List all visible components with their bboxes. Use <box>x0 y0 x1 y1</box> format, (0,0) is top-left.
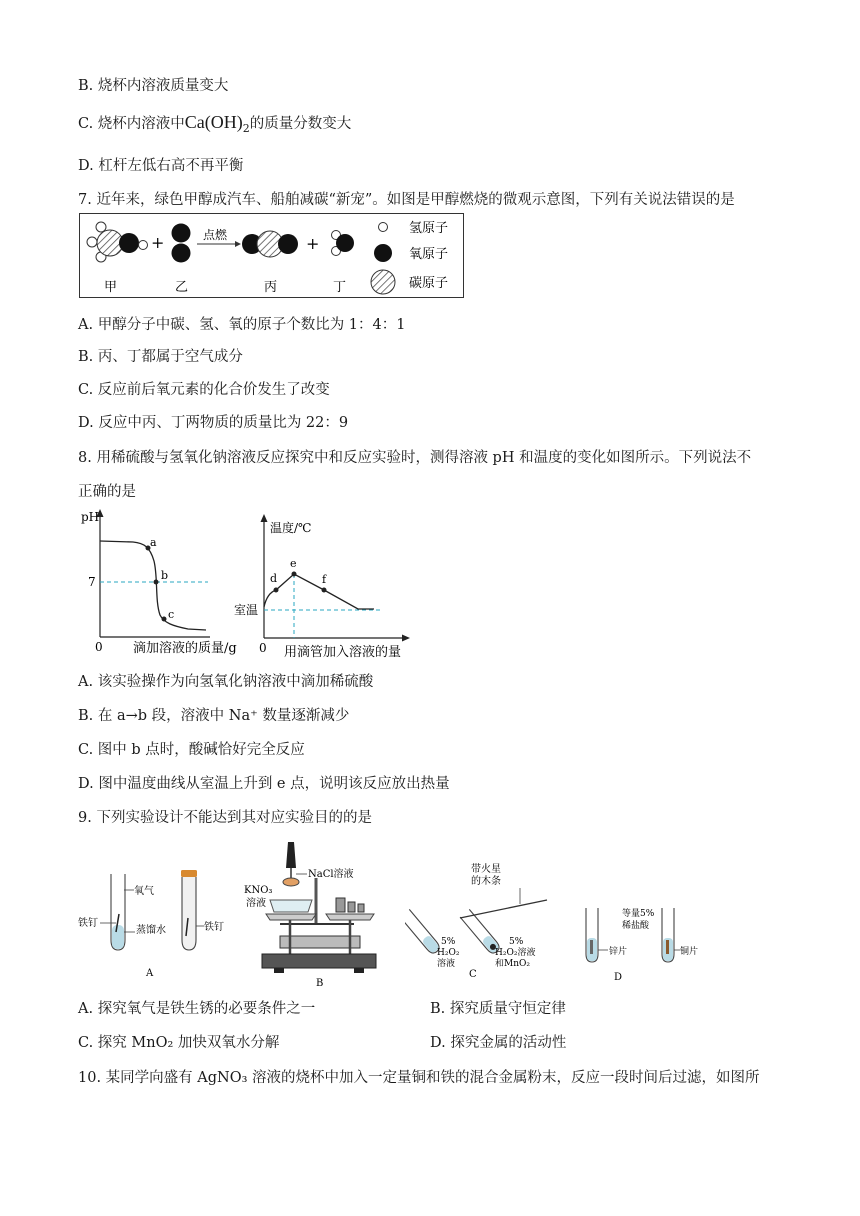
temp-point-e: e <box>290 557 297 570</box>
q8-stem-line1: 8. 用稀硫酸与氢氧化钠溶液反应探究中和反应实验时，测得溶液 pH 和温度的变化如图所示。下列说法不 <box>78 450 752 466</box>
legend-hydrogen: 氢原子 <box>409 221 449 236</box>
ph-graph <box>78 505 253 660</box>
q8-option-d: D. 图中温度曲线从室温上升到 e 点，说明该反应放出热量 <box>78 776 450 792</box>
temp-tick-room: 室温 <box>234 603 259 617</box>
q8-option-c: C. 图中 b 点时，酸碱恰好完全反应 <box>78 742 305 758</box>
legend-carbon-icon <box>371 270 395 294</box>
carbon-dioxide-molecule <box>242 231 298 257</box>
q6-option-c-subscript: 2 <box>242 121 250 135</box>
c-left-pct: 5% <box>441 937 456 947</box>
apparatus-a <box>76 870 226 980</box>
ph-point-a: a <box>150 536 157 549</box>
q8-option-a: A. 该实验操作为向氢氧化钠溶液中滴加稀硫酸 <box>78 674 374 690</box>
plus-sign-2: + <box>306 234 320 253</box>
a-oxygen-label: 氧气 <box>134 886 154 897</box>
q8-stem-line2: 正确的是 <box>78 484 136 500</box>
q9-stem: 9. 下列实验设计不能达到其对应实验目的的是 <box>78 810 372 826</box>
q7-option-b: B. 丙、丁都属于空气成分 <box>78 349 243 365</box>
b-kno3-label-2: 溶液 <box>246 898 266 909</box>
label-jia: 甲 <box>104 280 118 295</box>
plus-sign-1: + <box>151 233 165 252</box>
c-left-h2o2: H₂O₂ <box>437 948 460 958</box>
c-right-mno2: 和MnO₂ <box>495 959 530 969</box>
legend-oxygen: 氧原子 <box>409 247 449 262</box>
d-copper-label: 铜片 <box>680 947 699 957</box>
apparatus-c <box>405 860 570 980</box>
temp-x-label: 用滴管加入溶液的量 <box>284 645 402 660</box>
ph-x-label: 滴加溶液的质量/g <box>133 641 237 656</box>
a-caption: A <box>146 968 154 979</box>
temp-point-d: d <box>270 572 278 585</box>
q6-option-c-formula: Ca(OH) <box>184 112 243 132</box>
a-water-label: 蒸馏水 <box>136 925 166 936</box>
b-kno3-label: KNO₃ <box>244 885 273 896</box>
legend-oxygen-icon <box>374 244 392 262</box>
splint-icon <box>460 900 547 918</box>
b-nacl-label: NaCl溶液 <box>308 869 354 880</box>
q10-stem: 10. 某同学向盛有 AgNO₃ 溶液的烧杯中加入一定量铜和铁的混合金属粉末，反应一段时间后过滤，如图所 <box>78 1070 760 1086</box>
q9-option-b: B. 探究质量守恒定律 <box>430 1001 566 1017</box>
d-zinc-label: 锌片 <box>609 947 628 957</box>
ph-axis-label: pH <box>81 510 100 524</box>
q6-option-c <box>78 112 351 135</box>
d-acid-label-2: 稀盐酸 <box>622 921 650 931</box>
label-ding: 丁 <box>333 280 347 295</box>
ignite-label: 点燃 <box>203 228 228 242</box>
q6-option-b: B. 烧杯内溶液质量变大 <box>78 78 229 94</box>
legend-hydrogen-icon <box>379 223 388 232</box>
a-nail-right-label: 铁钉 <box>204 922 224 933</box>
q6-option-c-suffix: 的质量分数变大 <box>249 116 352 132</box>
q9-option-d: D. 探究金属的活动性 <box>430 1035 567 1051</box>
q7-option-a: A. 甲醇分子中碳、氢、氧的原子个数比为 1：4：1 <box>78 317 406 333</box>
label-yi: 乙 <box>175 280 189 295</box>
d-caption: D <box>614 972 623 983</box>
apparatus-d <box>580 900 700 985</box>
c-right-pct: 5% <box>509 937 524 947</box>
temperature-graph <box>232 510 427 662</box>
c-splint-label-2: 的木条 <box>471 876 501 887</box>
d-acid-label: 等量5% <box>622 909 655 919</box>
temp-point-f: f <box>322 573 327 586</box>
b-caption: B <box>316 978 324 989</box>
q7-option-d: D. 反应中丙、丁两物质的质量比为 22：9 <box>78 415 349 431</box>
apparatus-b-balance <box>240 840 400 990</box>
c-right-h2o2: H₂O₂溶液 <box>495 948 536 958</box>
c-splint-label: 带火星 <box>471 864 501 875</box>
q9-option-a: A. 探究氧气是铁生锈的必要条件之一 <box>78 1001 316 1017</box>
ph-tick-7: 7 <box>88 575 96 589</box>
ph-origin: 0 <box>95 640 103 654</box>
q6-option-c-prefix: C. 烧杯内溶液中 <box>78 116 185 132</box>
c-left-solution: 溶液 <box>437 959 456 969</box>
ph-point-c: c <box>168 608 175 621</box>
temp-origin: 0 <box>259 641 267 655</box>
zinc-strip-icon <box>590 940 593 954</box>
a-nail-left-label: 铁钉 <box>78 918 98 929</box>
q9-option-c: C. 探究 MnO₂ 加快双氧水分解 <box>78 1035 280 1051</box>
q7-option-c: C. 反应前后氧元素的化合价发生了改变 <box>78 382 330 398</box>
legend-carbon: 碳原子 <box>409 276 449 291</box>
q7-stem: 7. 近年来，绿色甲醇成汽车、船舶减碳“新宠”。如图是甲醇燃烧的微观示意图，下列有关说法错误的是 <box>78 192 735 208</box>
q8-option-b: B. 在 a→b 段，溶液中 Na⁺ 数量逐渐减少 <box>78 708 350 724</box>
copper-strip-icon <box>666 940 669 954</box>
ph-point-b: b <box>161 569 169 582</box>
q6-option-d: D. 杠杆左低右高不再平衡 <box>78 158 244 174</box>
label-bing: 丙 <box>264 280 278 295</box>
c-caption: C <box>469 969 477 980</box>
temp-axis-label: 温度/℃ <box>270 521 312 535</box>
q7-molecule-diagram <box>79 213 464 298</box>
